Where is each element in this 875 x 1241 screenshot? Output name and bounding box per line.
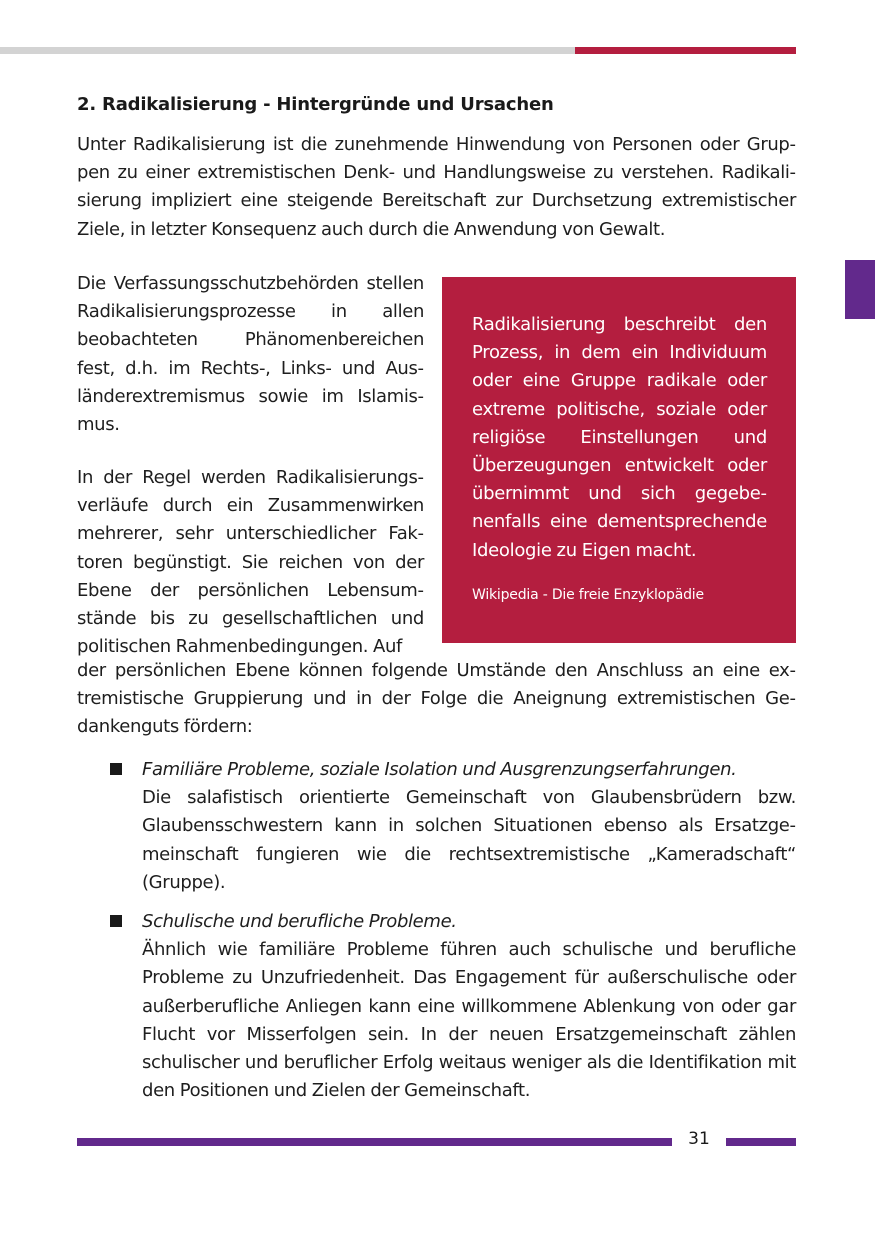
section-heading: 2. Radikalisierung - Hintergründe und Ursachen	[77, 94, 554, 115]
page-number: 31	[688, 1129, 710, 1149]
square-bullet-icon	[110, 915, 122, 927]
definition-quote-box	[442, 277, 796, 643]
continuation-paragraph: der persönlichen Ebene können folgende Umstände den Anschluss an eine extremistische Gruppierung und in der Folge die Aneignung extremistischen Gedankenguts fördern:	[77, 660, 796, 738]
top-rule-red	[575, 47, 796, 54]
list-item-text	[142, 756, 796, 897]
quote-text: Radikalisierung beschreibt den Prozess, in dem ein Individuum oder eine Gruppe radikale oder extreme politische, soziale oder religiöse Einstellungen und Überzeugungen entwickelt oder übernimmt und sich gegebenenfalls eine dementsprechende Ideologie zu Eigen macht.	[472, 314, 767, 561]
list-item-title: Familiäre Probleme, soziale Isolation und Ausgrenzungserfahrungen.	[142, 759, 737, 780]
column-paragraph-2: In der Regel werden Radikalisierungsverläufe durch ein Zusammenwirken mehrerer, sehr unterschiedlicher Faktoren begünstigt. Sie reichen von der Ebene der persönlichen Lebensumstände bis zu gesellschaftlichen und politischen Rahmenbedingungen. Auf	[77, 467, 424, 658]
list-item-text	[142, 908, 796, 1105]
list-item-title: Schulische und berufliche Probleme.	[142, 911, 457, 932]
chapter-side-tab	[845, 260, 875, 319]
list-item-body: Ähnlich wie familiäre Probleme führen auch schulische und berufliche Probleme zu Unzufriedenheit. Das Engagement für außerschulische oder außerberufliche Anliegen kann eine willkommene Ablenkung von oder gar Flucht vor Misserfolgen sein. In der neuen Ersatzgemeinschaft zählen schulischer und beruflicher Erfolg weitaus weniger als die Identifikation mit den Positionen und Zielen der Gemeinschaft.	[142, 939, 796, 1102]
footer-rule-left	[77, 1138, 672, 1146]
intro-paragraph: Unter Radikalisierung ist die zunehmende Hinwendung von Personen oder Gruppen zu einer extremistischen Denk- und Handlungsweise zu verstehen. Radikalisierung impliziert eine steigende Bereitschaft zur Durchsetzung extremistischer Ziele, in letzter Konsequenz auch durch die Anwendung von Gewalt.	[77, 134, 796, 240]
top-rule-gray	[0, 47, 575, 54]
quote-source: Wikipedia - Die freie Enzyklopädie	[472, 586, 704, 603]
column-paragraph-1: Die Verfassungsschutzbehörden stellen Radikalisierungsprozesse in allen beobachteten Phänomenbereichen fest, d.h. im Rechts-, Links- und Ausländerextremismus sowie im Islamismus.	[77, 273, 424, 436]
footer-rule-right	[726, 1138, 796, 1146]
square-bullet-icon	[110, 763, 122, 775]
list-item-body: Die salafistisch orientierte Gemeinschaft von Glaubensbrüdern bzw. Glaubensschwestern kann in solchen Situationen ebenso als Ersatzgemeinschaft fungieren wie die rechtsextremistische „Kameradschaft“ (Gruppe).	[142, 787, 796, 893]
